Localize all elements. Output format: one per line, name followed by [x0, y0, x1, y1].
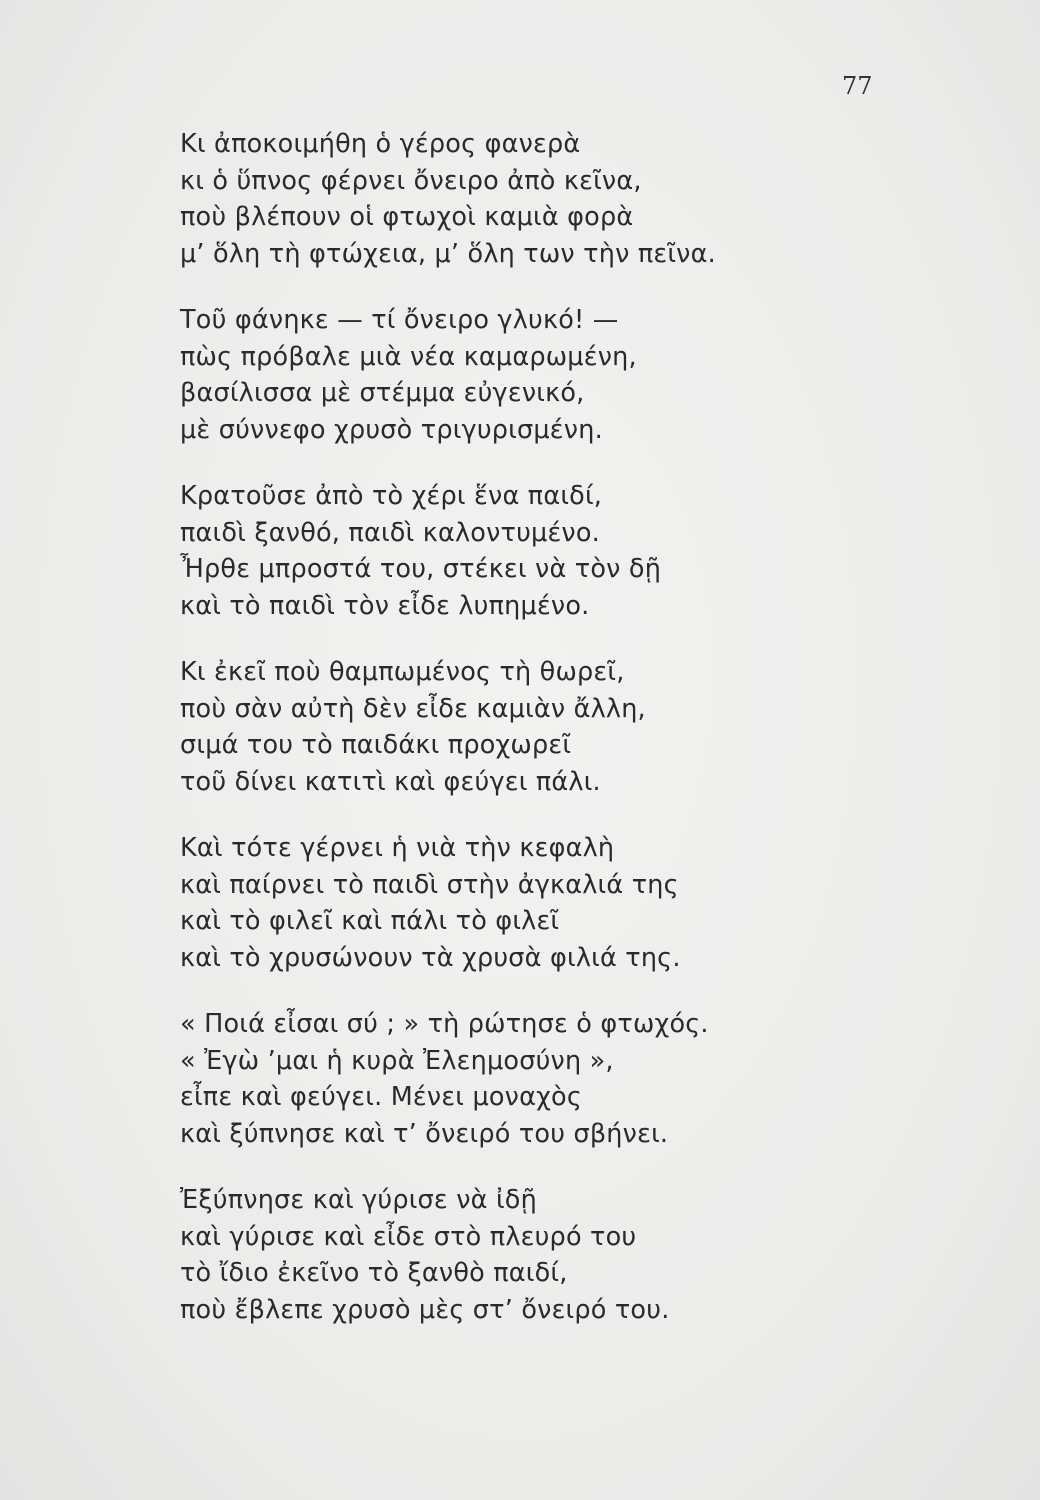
- stanza-1: [180, 126, 960, 272]
- stanza-5: [180, 830, 960, 976]
- poem-line: παιδὶ ξανθό, παιδὶ καλοντυμένο.: [180, 517, 600, 548]
- poem-line: καὶ τὸ χρυσώνουν τὰ χρυσὰ φιλιά της.: [180, 942, 681, 973]
- poem-line: καὶ παίρνει τὸ παιδὶ στὴν ἀγκαλιά της: [180, 869, 679, 900]
- poem: [180, 126, 960, 1358]
- poem-line: Ἦρθε μπροστά του, στέκει νὰ τὸν δῇ: [180, 554, 662, 584]
- page-number: 77: [842, 72, 873, 100]
- stanza-7: [180, 1182, 960, 1328]
- poem-line: τὸ ἴδιο ἐκεῖνο τὸ ξανθὸ παιδί,: [180, 1258, 568, 1288]
- poem-line: « Ποιά εἶσαι σύ ; » τὴ ρώτησε ὁ φτωχός.: [180, 1009, 709, 1039]
- poem-line: Τοῦ φάνηκε — τί ὄνειρο γλυκό! —: [180, 305, 619, 335]
- poem-line: μὲ σύννεφο χρυσὸ τριγυρισμένη.: [180, 414, 603, 445]
- poem-line: Κι ἐκεῖ ποὺ θαμπωμένος τὴ θωρεῖ,: [180, 657, 625, 687]
- poem-line: καὶ γύρισε καὶ εἶδε στὸ πλευρό του: [180, 1221, 637, 1252]
- poem-line: μ’ ὅλη τὴ φτώχεια, μ’ ὅλη των τὴν πεῖνα.: [180, 238, 716, 269]
- poem-line: ποὺ βλέπουν οἱ φτωχοὶ καμιὰ φορὰ: [180, 202, 634, 232]
- poem-line: καὶ τὸ παιδὶ τὸν εἶδε λυπημένο.: [180, 590, 590, 621]
- stanza-6: [180, 1006, 960, 1152]
- poem-line: « Ἐγὼ ’μαι ἡ κυρὰ Ἐλεημοσύνη »,: [180, 1045, 614, 1076]
- poem-line: καὶ τὸ φιλεῖ καὶ πάλι τὸ φιλεῖ: [180, 906, 560, 936]
- poem-line: Ἐξύπνησε καὶ γύρισε νὰ ἰδῇ: [180, 1185, 537, 1215]
- stanza-2: [180, 302, 960, 448]
- poem-line: ποὺ σὰν αὐτὴ δὲν εἶδε καμιὰν ἄλλη,: [180, 693, 646, 724]
- stanza-3: [180, 478, 960, 624]
- poem-line: εἶπε καὶ φεύγει. Μένει μοναχὸς: [180, 1082, 583, 1112]
- poem-line: βασίλισσα μὲ στέμμα εὐγενικό,: [180, 378, 585, 408]
- poem-line: σιμά του τὸ παιδάκι προχωρεῖ: [180, 730, 572, 760]
- poem-line: ποὺ ἔβλεπε χρυσὸ μὲς στ’ ὄνειρό του.: [180, 1294, 670, 1325]
- poem-line: καὶ ξύπνησε καὶ τ’ ὄνειρό του σβήνει.: [180, 1118, 669, 1149]
- poem-line: τοῦ δίνει κατιτὶ καὶ φεύγει πάλι.: [180, 766, 601, 797]
- stanza-4: [180, 654, 960, 800]
- poem-line: Κι ἀποκοιμήθη ὁ γέρος φανερὰ: [180, 129, 581, 159]
- poem-line: πὼς πρόβαλε μιὰ νέα καμαρωμένη,: [180, 341, 637, 372]
- poem-line: κι ὁ ὕπνος φέρνει ὄνειρο ἀπὸ κεῖνα,: [180, 165, 642, 196]
- poem-line: Καὶ τότε γέρνει ἡ νιὰ τὴν κεφαλὴ: [180, 833, 615, 863]
- poem-line: Κρατοῦσε ἀπὸ τὸ χέρι ἕνα παιδί,: [180, 481, 603, 511]
